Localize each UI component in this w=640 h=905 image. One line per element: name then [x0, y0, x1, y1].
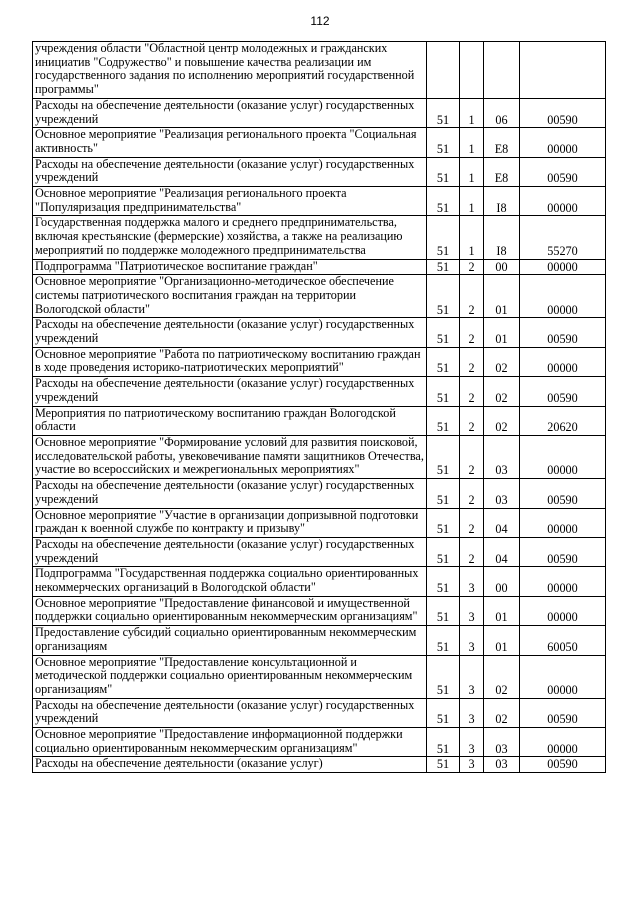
row-code-2: 1 — [460, 187, 484, 216]
table-row — [33, 698, 606, 727]
table-row — [33, 128, 606, 157]
budget-classification-table — [32, 41, 606, 773]
row-code-1: 51 — [427, 406, 460, 435]
row-description: Расходы на обеспечение деятельности (оказание услуг) государственных учреждений — [33, 157, 427, 186]
row-code-2: 2 — [460, 259, 484, 275]
table-row — [33, 655, 606, 698]
row-code-1: 51 — [427, 347, 460, 376]
row-code-3: 03 — [484, 757, 520, 773]
row-code-4: 00590 — [520, 377, 606, 406]
row-code-1: 51 — [427, 377, 460, 406]
row-description: Расходы на обеспечение деятельности (оказание услуг) государственных учреждений — [33, 479, 427, 508]
row-description: Подпрограмма "Государственная поддержка социально ориентированных некоммерческих организаций в Вологодской области" — [33, 567, 427, 596]
row-code-4: 20620 — [520, 406, 606, 435]
row-code-3: E8 — [484, 128, 520, 157]
row-code-2: 2 — [460, 377, 484, 406]
row-code-4: 00000 — [520, 187, 606, 216]
row-description: Расходы на обеспечение деятельности (оказание услуг) государственных учреждений — [33, 698, 427, 727]
row-code-2 — [460, 42, 484, 99]
row-code-1: 51 — [427, 259, 460, 275]
row-code-3: 02 — [484, 377, 520, 406]
row-description: Основное мероприятие "Работа по патриотическому воспитанию граждан в ходе проведения историко-патриотических мероприятий" — [33, 347, 427, 376]
row-code-4: 00590 — [520, 479, 606, 508]
row-code-2: 2 — [460, 275, 484, 318]
table-row — [33, 42, 606, 99]
row-description: Основное мероприятие "Реализация регионального проекта "Популяризация предпринимательства" — [33, 187, 427, 216]
row-code-1: 51 — [427, 655, 460, 698]
row-code-3: 04 — [484, 537, 520, 566]
row-code-4: 00590 — [520, 757, 606, 773]
row-code-2: 3 — [460, 596, 484, 625]
table-row — [33, 318, 606, 347]
row-code-1: 51 — [427, 757, 460, 773]
row-code-2: 1 — [460, 216, 484, 259]
row-code-1: 51 — [427, 508, 460, 537]
row-code-4: 00000 — [520, 567, 606, 596]
row-code-1: 51 — [427, 157, 460, 186]
table-row — [33, 347, 606, 376]
row-code-2: 2 — [460, 508, 484, 537]
row-code-2: 2 — [460, 406, 484, 435]
row-description: Расходы на обеспечение деятельности (оказание услуг) государственных учреждений — [33, 98, 427, 127]
table-row — [33, 596, 606, 625]
table-row — [33, 157, 606, 186]
table-row — [33, 567, 606, 596]
row-code-4: 00000 — [520, 728, 606, 757]
row-code-3: 01 — [484, 596, 520, 625]
row-code-4 — [520, 42, 606, 99]
row-description: учреждения области "Областной центр молодежных и гражданских инициатив "Содружество" и повышение качества реализации им государственного задания по исполнению мероприятий государственной программы" — [33, 42, 427, 99]
row-code-1: 51 — [427, 98, 460, 127]
row-code-1 — [427, 42, 460, 99]
row-description: Основное мероприятие "Формирование условий для развития поисковой, исследовательской работы, увековечивание памяти защитников Отечества, участие во всероссийских и межрегиональных мероприятиях" — [33, 435, 427, 478]
row-code-2: 1 — [460, 98, 484, 127]
row-code-4: 55270 — [520, 216, 606, 259]
row-description: Основное мероприятие "Предоставление консультационной и методической поддержки социально ориентированным некоммерческим организациям" — [33, 655, 427, 698]
row-description: Расходы на обеспечение деятельности (оказание услуг) государственных учреждений — [33, 377, 427, 406]
table-row — [33, 537, 606, 566]
row-description: Основное мероприятие "Предоставление финансовой и имущественной поддержки социально ориентированным некоммерческим организациям" — [33, 596, 427, 625]
row-code-4: 00000 — [520, 655, 606, 698]
table-row — [33, 377, 606, 406]
row-description: Основное мероприятие "Организационно-методическое обеспечение системы патриотического воспитания граждан на территории Вологодской области" — [33, 275, 427, 318]
table-row — [33, 275, 606, 318]
row-code-2: 3 — [460, 626, 484, 655]
row-code-4: 00000 — [520, 508, 606, 537]
row-code-3: 00 — [484, 259, 520, 275]
table-row — [33, 406, 606, 435]
table-body — [33, 42, 606, 773]
page-number: 112 — [310, 14, 330, 28]
row-code-3: 02 — [484, 406, 520, 435]
row-code-3: 06 — [484, 98, 520, 127]
table-row — [33, 757, 606, 773]
row-code-3: 03 — [484, 435, 520, 478]
row-code-4: 00000 — [520, 275, 606, 318]
row-description: Расходы на обеспечение деятельности (оказание услуг) — [33, 757, 427, 773]
table-row — [33, 479, 606, 508]
row-code-2: 3 — [460, 728, 484, 757]
row-code-1: 51 — [427, 728, 460, 757]
row-code-1: 51 — [427, 626, 460, 655]
row-code-2: 1 — [460, 128, 484, 157]
row-code-2: 2 — [460, 435, 484, 478]
row-code-1: 51 — [427, 187, 460, 216]
row-code-3: I8 — [484, 216, 520, 259]
row-code-2: 2 — [460, 318, 484, 347]
row-code-3: 02 — [484, 698, 520, 727]
row-code-4: 00590 — [520, 318, 606, 347]
row-code-4: 00590 — [520, 537, 606, 566]
row-code-1: 51 — [427, 596, 460, 625]
row-code-3: 02 — [484, 655, 520, 698]
row-code-1: 51 — [427, 479, 460, 508]
row-code-4: 00590 — [520, 157, 606, 186]
row-description: Основное мероприятие "Предоставление информационной поддержки социально ориентированным некоммерческим организациям" — [33, 728, 427, 757]
row-description: Расходы на обеспечение деятельности (оказание услуг) государственных учреждений — [33, 318, 427, 347]
row-code-3: 03 — [484, 479, 520, 508]
table-row — [33, 187, 606, 216]
row-code-1: 51 — [427, 435, 460, 478]
table-row — [33, 508, 606, 537]
row-code-1: 51 — [427, 128, 460, 157]
row-code-2: 2 — [460, 537, 484, 566]
row-code-3 — [484, 42, 520, 99]
table-row — [33, 216, 606, 259]
row-code-3: 01 — [484, 275, 520, 318]
row-code-2: 3 — [460, 698, 484, 727]
row-code-1: 51 — [427, 698, 460, 727]
row-description: Мероприятия по патриотическому воспитанию граждан Вологодской области — [33, 406, 427, 435]
row-code-4: 00000 — [520, 435, 606, 478]
table-row — [33, 626, 606, 655]
row-code-4: 00000 — [520, 128, 606, 157]
row-code-4: 00590 — [520, 98, 606, 127]
row-code-2: 1 — [460, 157, 484, 186]
row-code-1: 51 — [427, 216, 460, 259]
row-description: Государственная поддержка малого и среднего предпринимательства, включая крестьянские (фермерские) хозяйства, а также на реализацию мероприятий по поддержке молодежного предпринимательства — [33, 216, 427, 259]
row-code-3: E8 — [484, 157, 520, 186]
row-code-2: 2 — [460, 479, 484, 508]
row-description: Расходы на обеспечение деятельности (оказание услуг) государственных учреждений — [33, 537, 427, 566]
row-description: Основное мероприятие "Участие в организации допризывной подготовки граждан к военной службе по контракту и призыву" — [33, 508, 427, 537]
row-code-3: 01 — [484, 626, 520, 655]
row-code-4: 00000 — [520, 347, 606, 376]
row-code-2: 3 — [460, 655, 484, 698]
row-code-4: 60050 — [520, 626, 606, 655]
row-code-2: 3 — [460, 757, 484, 773]
row-code-4: 00590 — [520, 698, 606, 727]
row-description: Основное мероприятие "Реализация регионального проекта "Социальная активность" — [33, 128, 427, 157]
row-code-3: 03 — [484, 728, 520, 757]
row-code-1: 51 — [427, 537, 460, 566]
table-row — [33, 728, 606, 757]
row-code-3: I8 — [484, 187, 520, 216]
table-row — [33, 98, 606, 127]
row-code-3: 01 — [484, 318, 520, 347]
row-code-4: 00000 — [520, 596, 606, 625]
table-row — [33, 435, 606, 478]
row-code-1: 51 — [427, 567, 460, 596]
row-code-3: 00 — [484, 567, 520, 596]
row-code-1: 51 — [427, 318, 460, 347]
row-code-1: 51 — [427, 275, 460, 318]
table-row — [33, 259, 606, 275]
row-code-2: 2 — [460, 347, 484, 376]
row-code-4: 00000 — [520, 259, 606, 275]
row-description: Предоставление субсидий социально ориентированным некоммерческим организациям — [33, 626, 427, 655]
row-code-3: 02 — [484, 347, 520, 376]
row-code-3: 04 — [484, 508, 520, 537]
row-code-2: 3 — [460, 567, 484, 596]
row-description: Подпрограмма "Патриотическое воспитание граждан" — [33, 259, 427, 275]
